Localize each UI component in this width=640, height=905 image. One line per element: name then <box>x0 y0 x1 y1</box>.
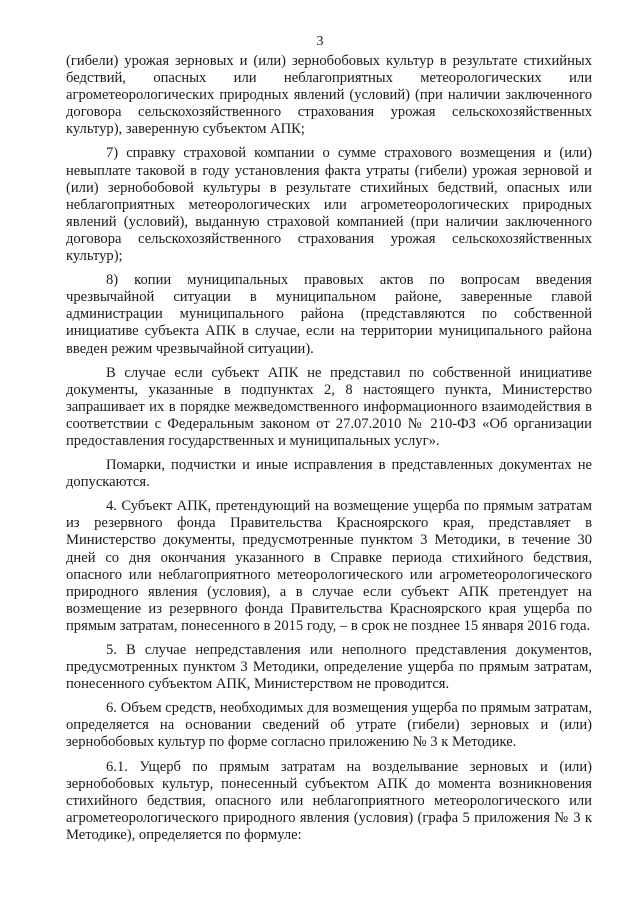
paragraph-section-4-submission-deadline: 4. Субъект АПК, претендующий на возмещение ущерба по прямым затратам из резервного фонда Правительства Красноярского края, представляет в Министерство документы, предусмотренные пунктом 3 Методики, в течение 30 дней со дня окончания указанного в Справке периода стихийного бедствия, опасного или неблагоприятного метеорологического или агрометеорологического природного явления (условия), а в случае если субъект АПК претендует на возмещение из резервного фонда Правительства Красноярского края ущерба по прямым затратам, понесенного в 2015 году, – в срок не позднее 15 января 2016 года. <box>66 498 592 634</box>
paragraph-insurance-certificate-continuation: (гибели) урожая зерновых и (или) зернобобовых культур в результате стихийных бедствий, опасных или неблагоприятных метеорологических или агрометеорологических природных явлений (условий) (при наличии заключенного договора сельскохозяйственного страхования урожая сельскохозяйственных культур), заверенную субъектом АПК; <box>66 53 592 138</box>
paragraph-item-7-insurance-reference: 7) справку страховой компании о сумме страхового возмещения и (или) невыплате таковой в году установления факта утраты (гибели) урожая зерновой и (или) зернобобовой культуры в результате стихийных бедствий, опасных или неблагоприятных метеорологических или агрометеорологических природных явлений (условий), выданную страховой компанией (при наличии заключенного договора сельскохозяйственного страхования урожая сельскохозяйственных культур); <box>66 145 592 265</box>
paragraph-section-5-incomplete-documents: 5. В случае непредставления или неполного представления документов, предусмотренных пунктом 3 Методики, определение ущерба по прямым затратам, понесенного субъектом АПК, Министерством не проводится. <box>66 642 592 693</box>
page-number: 3 <box>316 34 324 49</box>
paragraph-section-6-funding-volume: 6. Объем средств, необходимых для возмещения ущерба по прямым затратам, определяется на основании сведений об утрате (гибели) зерновых и (или) зернобобовых культур по форме согласно приложению № 3 к Методике. <box>66 700 592 751</box>
paragraph-interagency-request: В случае если субъект АПК не представил по собственной инициативе документы, указанные в подпунктах 2, 8 настоящего пункта, Министерство запрашивает их в порядке межведомственного информационного взаимодействия в соответствии с Федеральным законом от 27.07.2010 № 210-ФЗ «Об организации предоставления государственных и муниципальных услуг». <box>66 364 592 449</box>
document-body <box>66 53 592 844</box>
paragraph-section-6-1-damage-formula: 6.1. Ущерб по прямым затратам на возделывание зерновых и (или) зернобобовых культур, понесенный субъектом АПК до момента возникновения стихийного бедствия, опасного или неблагоприятного метеорологического или агрометеорологического природного явления (условия) (графа 5 приложения № 3 к Методике), определяется по формуле: <box>66 758 592 843</box>
paragraph-no-corrections: Помарки, подчистки и иные исправления в представленных документах не допускаются. <box>66 457 592 491</box>
paragraph-item-8-municipal-acts: 8) копии муниципальных правовых актов по вопросам введения чрезвычайной ситуации в муниципальном районе, заверенные главой администрации муниципального района (представляются по собственной инициативе субъекта АПК в случае, если на территории муниципального района введен режим чрезвычайной ситуации). <box>66 272 592 357</box>
